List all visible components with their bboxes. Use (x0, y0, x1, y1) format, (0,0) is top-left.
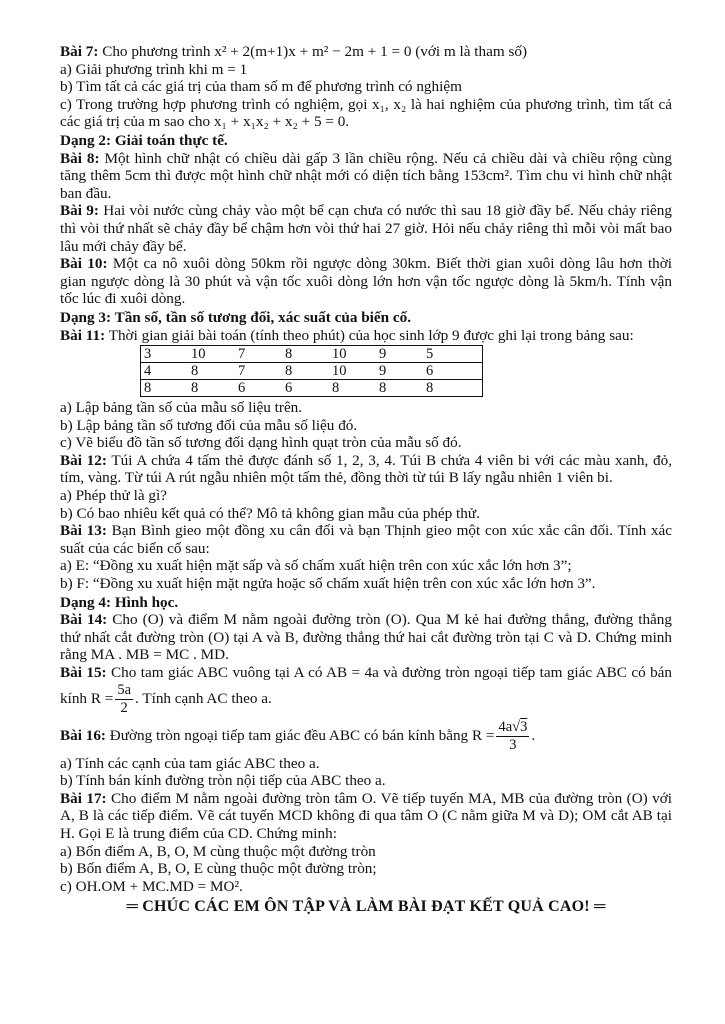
problem-7-equation: x² + 2(m+1)x + m² − 2m + 1 = 0 (214, 43, 412, 60)
problem-11 (60, 327, 672, 345)
problem-13-title: Bài 13: (60, 522, 107, 540)
problem-11-part-b: b) Lập bảng tần số tương đối của mẫu số liệu đó. (60, 416, 358, 434)
problem-7-text: Cho phương trình (102, 43, 211, 60)
problem-17-part-b: b) Bốn điểm A, B, O, E cùng thuộc một đường tròn; (60, 860, 377, 878)
problem-14-title: Bài 14: (60, 611, 108, 629)
problem-7-part-c-text: c) Trong trường hợp phương trình có nghiệm, gọi x₁, x₂ là hai nghiệm của phương trình, tìm tất cả các giá trị của m sao cho (60, 95, 672, 131)
problem-17 (60, 790, 672, 843)
fraction-denominator: 2 (120, 699, 128, 716)
problem-9-title: Bài 9: (60, 202, 99, 220)
table-cell: 10 (188, 346, 235, 363)
table-cell: 6 (423, 363, 483, 380)
problem-11-text: Thời gian giải bài toán (tính theo phút) của học sinh lớp 9 được ghi lại trong bảng sau: (108, 326, 634, 344)
table-cell: 8 (188, 363, 235, 380)
table-cell: 6 (235, 380, 282, 397)
section-heading-2: Dạng 2: Giải toán thực tế. (60, 131, 228, 149)
problem-17-text: Cho điểm M nằm ngoài đường tròn tâm O. Vẽ tiếp tuyến MA, MB của đường tròn (O) với A, B là các tiếp điểm. Vẽ cát tuyến MCD không đi qua tâm O (C nằm giữa M và D); OM cắt AB tại H. Gọi E là trung điểm của CD. Chứng minh: (60, 789, 672, 842)
table-cell: 8 (423, 380, 483, 397)
problem-13-part-b: b) F: “Đồng xu xuất hiện mặt ngửa hoặc số chấm xuất hiện trên con xúc xắc lớn hơn 3”. (60, 575, 596, 593)
problem-7-part-c (60, 96, 672, 131)
table-cell: 8 (329, 380, 376, 397)
table-cell: 8 (376, 380, 423, 397)
problem-15-title: Bài 15: (60, 664, 107, 681)
problem-15-text-end: . Tính cạnh AC theo a. (135, 689, 272, 707)
problem-10-text: Một ca nô xuôi dòng 50km rồi ngược dòng 30km. Biết thời gian xuôi dòng lâu hơn thời gian ngược dòng là 30 phút và vận tốc xuôi dòng lớn hơn vận tốc ngược dòng là 5km/h. Tính vận tốc lúc đi xuôi dòng. (60, 255, 673, 308)
problem-7 (60, 43, 672, 61)
problem-14 (60, 611, 672, 664)
problem-13 (60, 522, 672, 557)
problem-7-note: (với m là tham số) (415, 43, 528, 60)
problem-16-text: Đường tròn ngoại tiếp tam giác đều ABC có bán kính bằng (109, 726, 469, 744)
problem-12-part-a: a) Phép thử là gì? (60, 487, 167, 505)
table-cell: 8 (141, 380, 189, 397)
fraction-numerator: 5a (117, 681, 131, 698)
problem-7-title: Bài 7: (60, 43, 99, 60)
problem-10 (60, 255, 672, 308)
numerator-coefficient: 4a (498, 718, 513, 735)
closing-message: ═ CHÚC CÁC EM ÔN TẬP VÀ LÀM BÀI ĐẠT KẾT QUẢ CAO! ═ (126, 898, 606, 916)
problem-8-text: Một hình chữ nhật có chiều dài gấp 3 lần chiều rộng. Nếu cả chiều dài và chiều rộng cùng tăng thêm 5cm thì được một hình chữ nhật mới có diện tích bằng 153cm². Tìm chu vi hình chữ nhật ban đầu. (60, 149, 672, 202)
table-cell: 5 (423, 346, 483, 363)
table-cell: 6 (282, 380, 329, 397)
problem-10-title: Bài 10: (60, 255, 108, 273)
problem-14-text: Cho (O) và điểm M nằm ngoài đường tròn (O). Qua M kẻ hai đường thẳng, đường thẳng thứ nhất cắt đường tròn (O) tại A và B, đường thẳng thứ hai cắt đường tròn tại C và D. Chứng minh rằng MA . MB = MC . MD. (60, 611, 672, 664)
problem-11-part-c: c) Vẽ biểu đồ tần số tương đối dạng hình quạt tròn của mẫu số đó. (60, 434, 462, 452)
table-cell: 10 (329, 363, 376, 380)
problem-12-text: Túi A chứa 4 tấm thẻ được đánh số 1, 2, 3, 4. Túi B chứa 4 viên bi với các màu xanh, đỏ, tím, vàng. Từ túi A rút ngẫu nhiên một tấm thẻ, đồng thời từ túi B lấy ngẫu nhiên 1 viên bi. (60, 451, 672, 487)
data-table (140, 345, 483, 397)
problem-7-part-a: a) Giải phương trình khi m = 1 (60, 60, 248, 78)
section-heading-4: Dạng 4: Hình học. (60, 593, 179, 611)
problem-15-radius-label: R = (90, 689, 114, 707)
problem-15-fraction (115, 682, 133, 717)
table-row (141, 380, 483, 397)
table-cell: 9 (376, 363, 423, 380)
table-cell: 8 (282, 363, 329, 380)
table-row (141, 363, 483, 380)
problem-11-title: Bài 11: (60, 326, 106, 344)
problem-7-part-b: b) Tìm tất cả các giá trị của tham số m để phương trình có nghiệm (60, 78, 462, 96)
fraction-numerator (496, 719, 529, 737)
problem-15 (60, 664, 672, 717)
problem-13-part-a: a) E: “Đồng xu xuất hiện mặt sấp và số chấm xuất hiện trên con xúc xắc lớn hơn 3”; (60, 557, 572, 575)
problem-7-part-c-equation: x₁ + x₁x₂ + x₂ + 5 = 0. (213, 113, 350, 131)
problem-16-title: Bài 16: (60, 726, 106, 744)
problem-12-part-b: b) Có bao nhiêu kết quả có thể? Mô tả không gian mẫu của phép thử. (60, 504, 480, 522)
sqrt-icon: √ (512, 718, 521, 735)
table-cell: 3 (141, 346, 189, 363)
problem-8 (60, 150, 672, 203)
table-cell: 7 (235, 346, 282, 363)
problem-13-text: Bạn Bình gieo một đồng xu cân đối và bạn Thịnh gieo một con xúc xắc cân đối. Tính xác suất của các biến cố sau: (60, 522, 672, 557)
problem-11-part-a: a) Lập bảng tần số của mẫu số liệu trên. (60, 399, 303, 417)
table-cell: 4 (141, 363, 189, 380)
table-cell: 8 (282, 346, 329, 363)
problem-8-title: Bài 8: (60, 149, 100, 167)
problem-15-text: Cho tam giác ABC vuông tại A có AB = 4a và đường tròn ngoại tiếp tam giác ABC có bán kính (60, 664, 673, 707)
problem-16: Bài 16: Đường tròn ngoại tiếp tam giác đều ABC có bán kính bằng R = $\frac{4a√3}{3}$ . (60, 718, 536, 753)
fraction-denominator: 3 (509, 736, 517, 753)
problem-17-part-a: a) Bốn điểm A, B, O, M cùng thuộc một đường tròn (60, 842, 376, 860)
problem-9-text: Hai vòi nước cùng chảy vào một bể cạn chưa có nước thì sau 18 giờ đầy bể. Nếu chảy riêng thì vòi thứ nhất sẽ chảy đầy bể chậm hơn vòi thứ hai 27 giờ. Hỏi nếu chảy riêng thì mỗi vòi mất bao lâu mới chảy đầy bể. (60, 202, 672, 255)
worksheet-page (60, 43, 672, 916)
table-cell: 8 (188, 380, 235, 397)
problem-12-title: Bài 12: (60, 451, 107, 469)
problem-12 (60, 452, 672, 487)
problem-16-part-b: b) Tính bán kính đường tròn nội tiếp của ABC theo a. (60, 772, 386, 790)
problem-16-part-a: a) Tính các cạnh của tam giác ABC theo a. (60, 754, 320, 772)
problem-17-part-c: c) OH.OM + MC.MD = MO². (60, 877, 243, 895)
problem-9 (60, 202, 672, 255)
problem-16-fraction (496, 719, 529, 754)
section-heading-3: Dạng 3: Tần số, tần số tương đối, xác suất của biến cố. (60, 308, 411, 326)
table-cell: 10 (329, 346, 376, 363)
table-cell: 7 (235, 363, 282, 380)
table-row (141, 346, 483, 363)
numerator-radicand: 3 (520, 718, 528, 735)
problem-16-radius-label: R = (471, 726, 495, 744)
table-cell: 9 (376, 346, 423, 363)
problem-17-title: Bài 17: (60, 789, 107, 807)
